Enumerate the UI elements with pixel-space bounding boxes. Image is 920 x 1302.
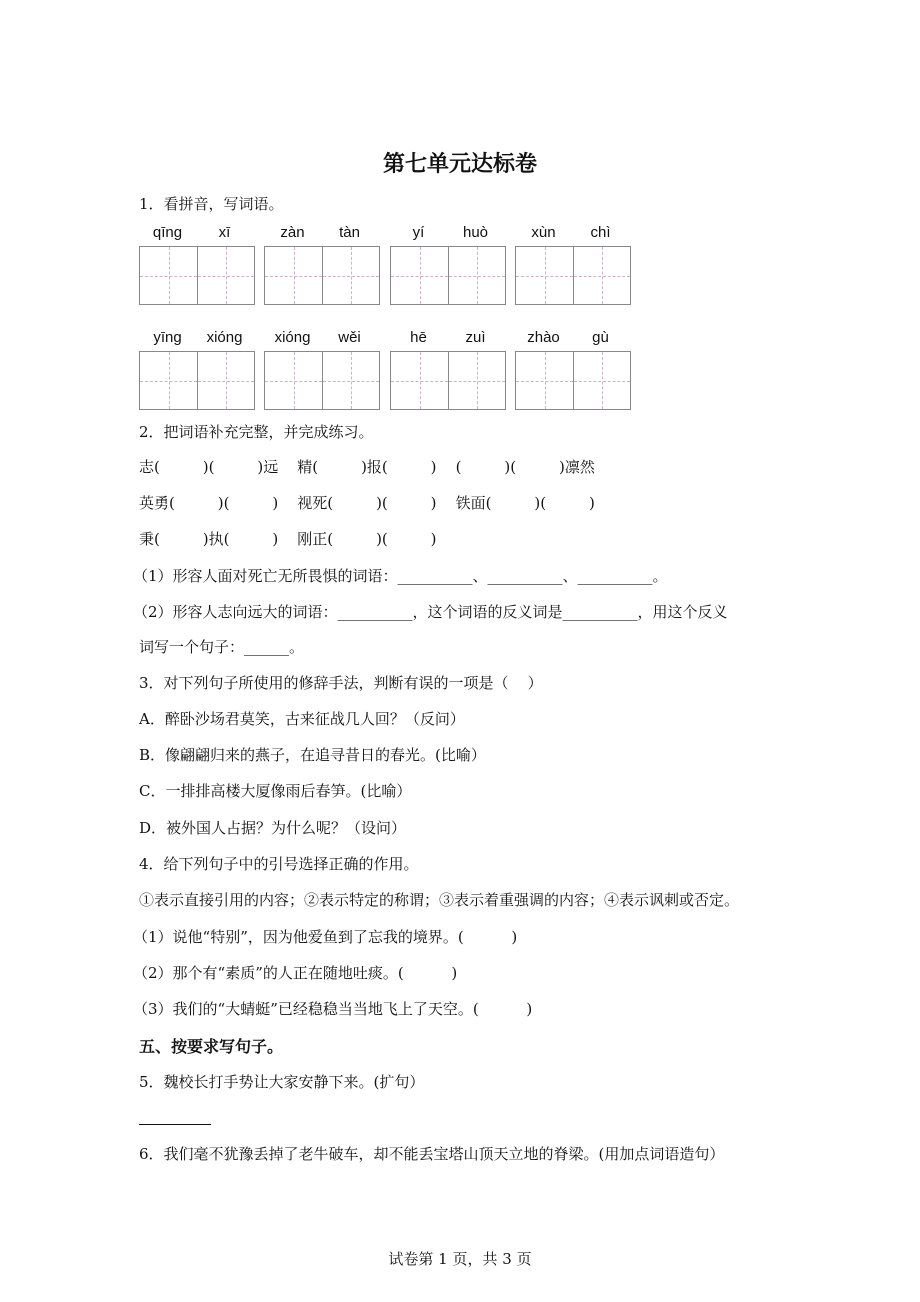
writing-box-group[interactable]	[390, 246, 506, 305]
pinyin-label: zhào	[527, 329, 560, 346]
idiom-row: 英勇( )( ) 视死( )( ) 铁面( )( )	[139, 494, 595, 512]
pinyin-label: tàn	[339, 224, 360, 241]
writing-cell[interactable]	[265, 247, 322, 304]
writing-cell[interactable]	[448, 247, 505, 304]
writing-cell[interactable]	[573, 352, 630, 409]
writing-cell[interactable]	[265, 352, 322, 409]
pinyin-label: zàn	[280, 224, 305, 241]
option-a: A．醉卧沙场君莫笑，古来征战几人回？（反问）	[139, 710, 465, 728]
pinyin-label: xùn	[531, 224, 556, 241]
writing-cell[interactable]	[391, 352, 448, 409]
pinyin-label: xióng	[206, 329, 243, 346]
page-title: 第七单元达标卷	[382, 152, 537, 177]
pinyin-label: gù	[592, 329, 609, 346]
writing-cell[interactable]	[140, 247, 197, 304]
writing-box-group[interactable]	[139, 246, 255, 305]
pinyin-label: xī	[218, 224, 231, 241]
question-4-item: （2）那个有“素质”的人正在随地吐痰。( )	[133, 964, 458, 982]
pinyin-label: yí	[412, 224, 425, 241]
pinyin-label: yīng	[153, 329, 182, 346]
pinyin-label: wěi	[338, 329, 361, 346]
writing-cell[interactable]	[391, 247, 448, 304]
writing-cell[interactable]	[516, 247, 573, 304]
option-d: D．被外国人占据？为什么呢？（设问）	[139, 819, 407, 837]
writing-cell[interactable]	[516, 352, 573, 409]
writing-box-group[interactable]	[139, 351, 255, 410]
writing-box-group[interactable]	[515, 246, 631, 305]
writing-box-group[interactable]	[264, 246, 380, 305]
pinyin-label: chì	[590, 224, 611, 241]
pinyin-label: zuì	[465, 329, 486, 346]
writing-cell[interactable]	[322, 247, 379, 304]
writing-cell[interactable]	[140, 352, 197, 409]
option-b: B．像翩翩归来的燕子，在追寻昔日的春光。(比喻）	[139, 746, 486, 764]
idiom-row: 秉( )执( ) 刚正( )( )	[139, 530, 437, 548]
writing-cell[interactable]	[448, 352, 505, 409]
pinyin-label: xióng	[274, 329, 311, 346]
question-2-sub-1: （1）形容人面对死亡无所畏惧的词语：__________、__________、__________。	[133, 567, 668, 585]
writing-box-group[interactable]	[515, 351, 631, 410]
question-6: 6．我们毫不犹豫丢掉了老牛破车，却不能丢宝塔山顶天立地的脊梁。(用加点词语造句）	[139, 1145, 725, 1163]
pinyin-label: qīng	[152, 224, 183, 241]
question-2-label: 2．把词语补充完整，并完成练习。	[139, 423, 374, 441]
pinyin-label: hē	[410, 329, 427, 346]
question-4-item: （3）我们的“大蜻蜓”已经稳稳当当地飞上了天空。( )	[133, 1000, 533, 1018]
writing-box-group[interactable]	[264, 351, 380, 410]
page-footer: 试卷第 1 页，共 3 页	[388, 1250, 532, 1268]
question-4-item: （1）说他“特别”，因为他爱鱼到了忘我的境界。( )	[133, 928, 518, 946]
writing-cell[interactable]	[197, 247, 254, 304]
idiom-row: 志( )( )远 精( )报( ) ( )( )凛然	[139, 458, 595, 476]
pinyin-label: huò	[462, 224, 489, 241]
section-5-heading: 五、按要求写句子。	[139, 1037, 284, 1056]
writing-cell[interactable]	[322, 352, 379, 409]
question-4-label: 4．给下列句子中的引号选择正确的作用。	[139, 855, 419, 873]
question-1-label: 1．看拼音，写词语。	[139, 195, 284, 213]
writing-cell[interactable]	[573, 247, 630, 304]
question-3-label: 3．对下列句子所使用的修辞手法，判断有误的一项是（ ）	[139, 674, 543, 692]
question-2-sub-2-cont: 词写一个句子：______。	[139, 638, 305, 656]
quote-usage-legend: ①表示直接引用的内容；②表示特定的称谓；③表示着重强调的内容；④表示讽刺或否定。	[139, 891, 740, 909]
writing-box-group[interactable]	[390, 351, 506, 410]
answer-blank-line	[139, 1124, 211, 1125]
question-5: 5．魏校长打手势让大家安静下来。(扩句）	[139, 1073, 425, 1091]
option-c: C．一排排高楼大厦像雨后春笋。(比喻）	[139, 782, 412, 800]
question-2-sub-2: （2）形容人志向远大的词语：__________，这个词语的反义词是__________，用这个反义	[133, 603, 728, 621]
writing-cell[interactable]	[197, 352, 254, 409]
